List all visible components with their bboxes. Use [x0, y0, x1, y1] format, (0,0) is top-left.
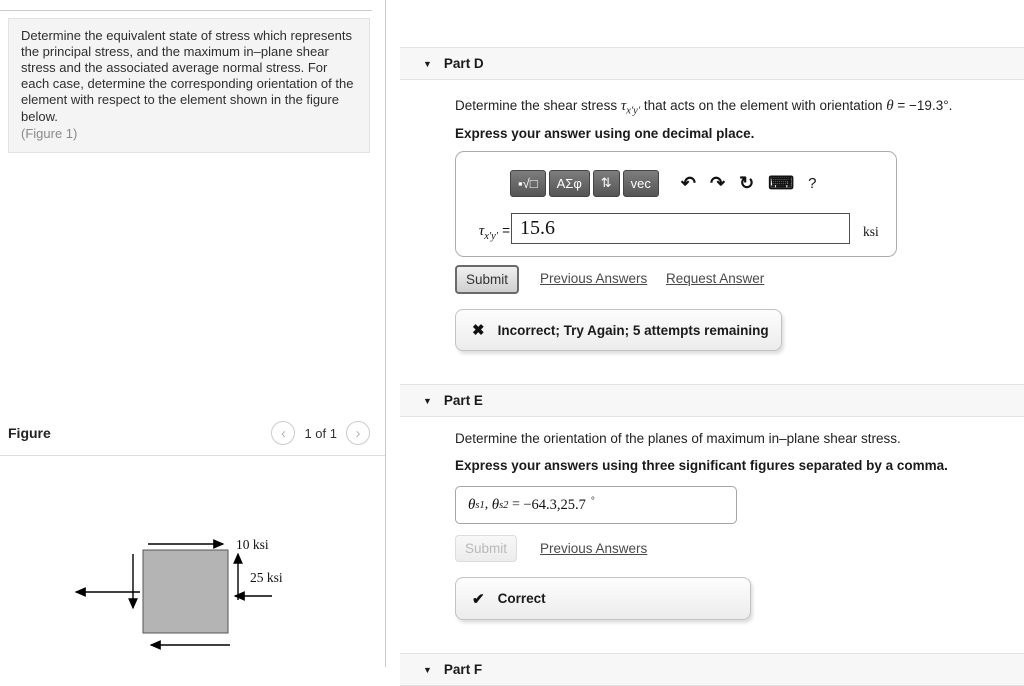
theta-symbol: θ	[468, 496, 476, 513]
part-e-instruction: Express your answers using three significant figures separated by a comma.	[455, 458, 948, 473]
theta-symbol: θ	[491, 496, 500, 513]
top-arrow-label: 10 ksi	[236, 537, 269, 552]
incorrect-feedback	[455, 309, 782, 351]
submit-button[interactable]: Submit	[455, 265, 519, 294]
template-icon: ▪√□	[518, 175, 538, 191]
question-text: = −19.3°.	[893, 98, 953, 113]
part-f-title: Part F	[443, 662, 483, 677]
problem-statement-text: Determine the equivalent state of stress which represents the principal stress, and the maximum in–plane shear stress and the associated average normal stress. For each case, determine the corresponding orientation of the element with respect to the element shown in the figure below.	[21, 28, 354, 124]
tau-symbol: τ	[620, 98, 627, 114]
part-e-answer-box[interactable]	[455, 486, 737, 524]
incorrect-icon: ✖	[472, 322, 485, 339]
parts-panel	[386, 0, 1024, 677]
part-d-title: Part D	[443, 56, 484, 71]
previous-answers-link[interactable]: Previous Answers	[540, 541, 648, 556]
part-d-question	[455, 98, 952, 117]
question-text: that acts on the element with orientation	[640, 98, 887, 113]
keyboard-button[interactable]	[761, 173, 801, 194]
equation-template-button[interactable]	[510, 170, 546, 197]
collapse-icon[interactable]: ▼	[423, 58, 432, 69]
theta-subscript: s1	[475, 499, 485, 511]
equals-sign: =	[508, 497, 524, 512]
vector-button[interactable]	[623, 170, 659, 197]
reset-button[interactable]	[732, 173, 761, 194]
feedback-text: Correct	[497, 591, 546, 606]
separator: ,	[484, 497, 492, 512]
part-e-question: Determine the orientation of the planes of maximum in–plane shear stress.	[455, 431, 901, 446]
help-button[interactable]	[801, 175, 823, 192]
right-arrow-label: 25 ksi	[250, 570, 283, 585]
correct-feedback	[455, 577, 751, 620]
equation-editor	[455, 151, 897, 257]
greek-icon: ΑΣφ	[556, 175, 582, 191]
feedback-text: Incorrect; Try Again; 5 attempts remaining	[497, 322, 769, 338]
degree-unit: °	[590, 496, 595, 507]
equation-toolbar	[510, 169, 824, 197]
figure-title: Figure	[8, 425, 51, 441]
collapse-icon[interactable]: ▼	[423, 395, 432, 406]
top-divider	[0, 10, 372, 11]
updown-arrows-button[interactable]	[593, 170, 620, 197]
part-e-header[interactable]	[400, 384, 1024, 417]
correct-icon: ✔	[472, 590, 485, 608]
figure-link[interactable]: (Figure 1)	[21, 125, 78, 141]
greek-symbols-button[interactable]	[549, 170, 590, 197]
help-icon: ?	[808, 174, 817, 192]
theta-symbol: θ	[886, 98, 894, 114]
equals-sign: =	[502, 223, 510, 238]
reset-icon: ↻	[739, 172, 755, 193]
question-text: Determine the shear stress	[455, 98, 621, 113]
redo-icon: ↷	[709, 172, 726, 193]
figure-pager	[271, 421, 370, 445]
figure-page-indicator: 1 of 1	[304, 425, 337, 441]
keyboard-icon: ⌨	[768, 172, 795, 193]
part-e-title: Part E	[443, 393, 483, 408]
updown-icon: ⇅	[600, 175, 612, 190]
submit-button-disabled: Submit	[455, 535, 517, 562]
figure-header	[8, 420, 370, 446]
part-f-header[interactable]	[400, 653, 1024, 686]
tau-subscript: x′y′	[626, 105, 641, 117]
stress-element-square	[143, 550, 228, 633]
redo-button[interactable]	[703, 173, 732, 194]
figure-prev-button[interactable]	[271, 421, 295, 445]
figure-next-button[interactable]	[346, 421, 370, 445]
answer-input[interactable]	[511, 213, 850, 244]
undo-button[interactable]	[674, 173, 703, 194]
previous-answers-link[interactable]: Previous Answers	[540, 271, 648, 286]
chevron-left-icon: ‹	[280, 424, 286, 442]
part-d-instruction: Express your answer using one decimal place.	[455, 126, 755, 141]
answer-unit: ksi	[863, 224, 879, 239]
chevron-right-icon: ›	[355, 424, 361, 442]
vector-icon: vec	[630, 175, 651, 191]
part-d-header[interactable]	[400, 47, 1024, 80]
collapse-icon[interactable]: ▼	[423, 664, 432, 675]
answer-value: −64.3,25.7	[523, 496, 586, 513]
tau-symbol: τ	[478, 223, 485, 239]
tau-subscript: x′y′	[484, 231, 499, 243]
theta-subscript: s2	[499, 499, 509, 511]
item-panel	[0, 0, 385, 667]
stress-element-figure	[0, 458, 385, 667]
answer-variable-label	[462, 222, 510, 242]
request-answer-link[interactable]: Request Answer	[666, 271, 765, 286]
problem-statement	[8, 18, 370, 153]
figure-divider	[0, 455, 385, 456]
undo-icon: ↶	[680, 172, 696, 193]
